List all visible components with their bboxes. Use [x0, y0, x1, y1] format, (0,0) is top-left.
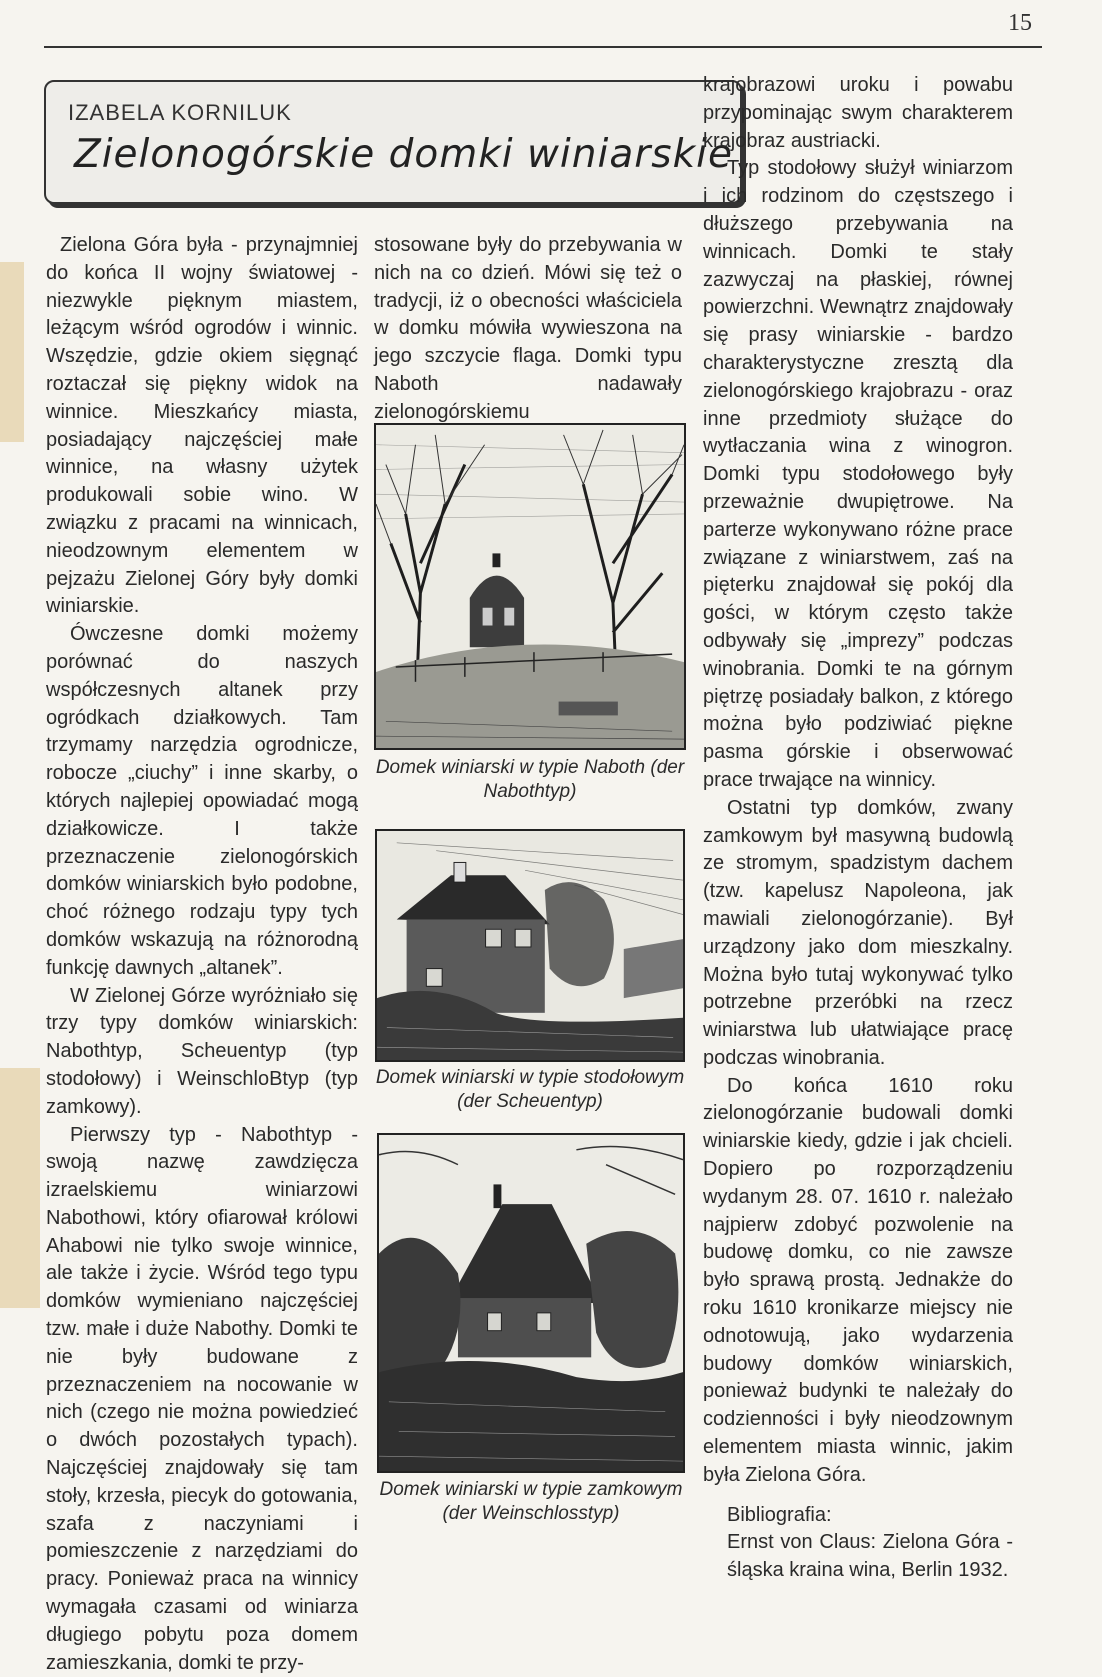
header-rule: [44, 46, 1042, 48]
figure-caption: Domek winiarski w typie Naboth (der Nabothtyp): [374, 756, 686, 804]
bibliography-heading: Bibliografia:: [703, 1502, 1013, 1530]
figure-caption: Domek winiarski w typie stodołowym (der Scheuentyp): [375, 1066, 685, 1114]
text-column-2: [374, 232, 682, 427]
bibliography-entry: Ernst von Claus: Zielona Góra - śląska kraina wina, Berlin 1932.: [703, 1529, 1013, 1585]
title-box: [44, 80, 742, 204]
bibliography: [703, 1502, 1013, 1585]
tape-strip: [0, 262, 24, 442]
paragraph: Typ stodołowy służył winiarzom i ich rodzinom do częstszego i dłuższego przebywania na winnicach. Domki te stały zazwyczaj na płaskiej, równej powierzchni. Wewnątrz znajdowały się prasy winiarskie - bardzo charakterystyczne zresztą dla zielonogórskiego krajobrazu - oraz inne przedmioty służące do wytłaczania wina z winogron. Domki typu stodołowego były przeważnie dwupiętrowe. Na parterze wykonywano różne prace związane z winiarstwem, zaś na pięterku znajdował się pokój dla gości, w którym często także odbywały się „imprezy” podczas winobrania. Domki te na górnym piętrzę posiadały balkon, z którego można było podziwiać piękne pasma górskie i obserwować prace trwające na winnicy.: [703, 155, 1013, 794]
paragraph: Zielona Góra była - przynajmniej do końca II wojny światowej -niezwykle pięknym miastem, leżącym wśród ogrodów i winnic. Wszędzie, gdzie okiem sięgnąć roztaczał się piękny widok na winnice. Mieszkańcy miasta, posiadający najczęściej małe winnice, na własny użytek produkowali sobie wino. W związku z pracami na winnicach, nieodzownym elementem w pejzażu Zielonej Góry były domki winiarskie.: [46, 232, 358, 621]
tape-strip: [0, 1068, 40, 1308]
figure-castle-house: [377, 1133, 685, 1473]
figure-barn-house: [375, 829, 685, 1062]
figure-caption: Domek winiarski w typie zamkowym (der Weinschlosstyp): [374, 1478, 688, 1526]
page-number: 15: [1008, 10, 1032, 37]
paragraph: Pierwszy typ - Nabothtyp - swoją nazwę zawdzięcza izraelskiemu winiarzowi Nabothowi, który ofiarował królowi Ahabowi nie tylko swoje winnice, ale także i życie. Wśród tego typu domków wymieniano najczęściej tzw. małe i duże Nabothy. Domki te nie były budowane z przeznaczeniem na nocowanie w nich (czego nie można powiedzieć o dwóch pozostałych typach). Najczęściej znajdowały się tam stoły, krzesła, piecyk do gotowania, szafa z naczyniami i pomieszczenie z narzędziami do pracy. Ponieważ praca na winnicy wymagała czasami od winiarza długiego pobytu poza domem zamieszkania, domki te przy-: [46, 1122, 358, 1677]
paragraph: Do końca 1610 roku zielonogórzanie budowali domki winiarskie kiedy, gdzie i jak chcieli. Dopiero po rozporządzeniu wydanym 28. 07. 1610 r. należało najpierw zdobyć pozwolenie na budowę domku, co nie zawsze było sprawą prostą. Jednakże do roku 1610 kronikarze miejscy nie odnotowują, jako wydarzenia budowy domków winiarskich, ponieważ budynki te należały do codzienności i były nieodzownym elementem miasta winnic, jakim była Zielona Góra.: [703, 1073, 1013, 1490]
paragraph: Ówczesne domki możemy porównać do naszych współczesnych altanek przy ogródkach działkowych. Tam trzymamy narzędzia ogrodnicze, robocze „ciuchy” i inne skarby, o których najlepiej opowiadać mogą działkowicze. I także przeznaczenie zielonogórskich domków winiarskich było podobne, choć różnego rodzaju typy tych domków wskazują na różnorodną funkcję dawnych „altanek”.: [46, 621, 358, 982]
text-column-1: [46, 232, 358, 1677]
article-title: Zielonogórskie domki winiarskie: [74, 132, 733, 177]
paragraph: Ostatni typ domków, zwany zamkowym był masywną budowlą ze stromym, spadzistym dachem (tzw. kapelusz Napoleona, jak mawiali zielonogórzanie). Był urządzony jako dom mieszkalny. Można było tutaj wykonywać tylko potrzebne przeróbki na rzecz winiarstwa lub ułatwiające pracę podczas winobrania.: [703, 795, 1013, 1073]
figure-naboth-house: [374, 423, 686, 750]
article-author: IZABELA KORNILUK: [68, 100, 292, 126]
text-column-3: [703, 72, 1013, 1585]
paragraph: stosowane były do przebywania w nich na co dzień. Mówi się też o tradycji, iż o obecności właściciela w domku mówiła wywieszona na jego szczycie flaga. Domki typu Naboth nadawały zielonogórskiemu: [374, 232, 682, 427]
paragraph: krajobrazowi uroku i powabu przypominając swym charakterem krajobraz austriacki.: [703, 72, 1013, 155]
paragraph: W Zielonej Górze wyróżniało się trzy typy domków winiarskich: Nabothtyp, Scheuentyp (typ stodołowy) i WeinschloBtyp (typ zamkowy).: [46, 983, 358, 1122]
